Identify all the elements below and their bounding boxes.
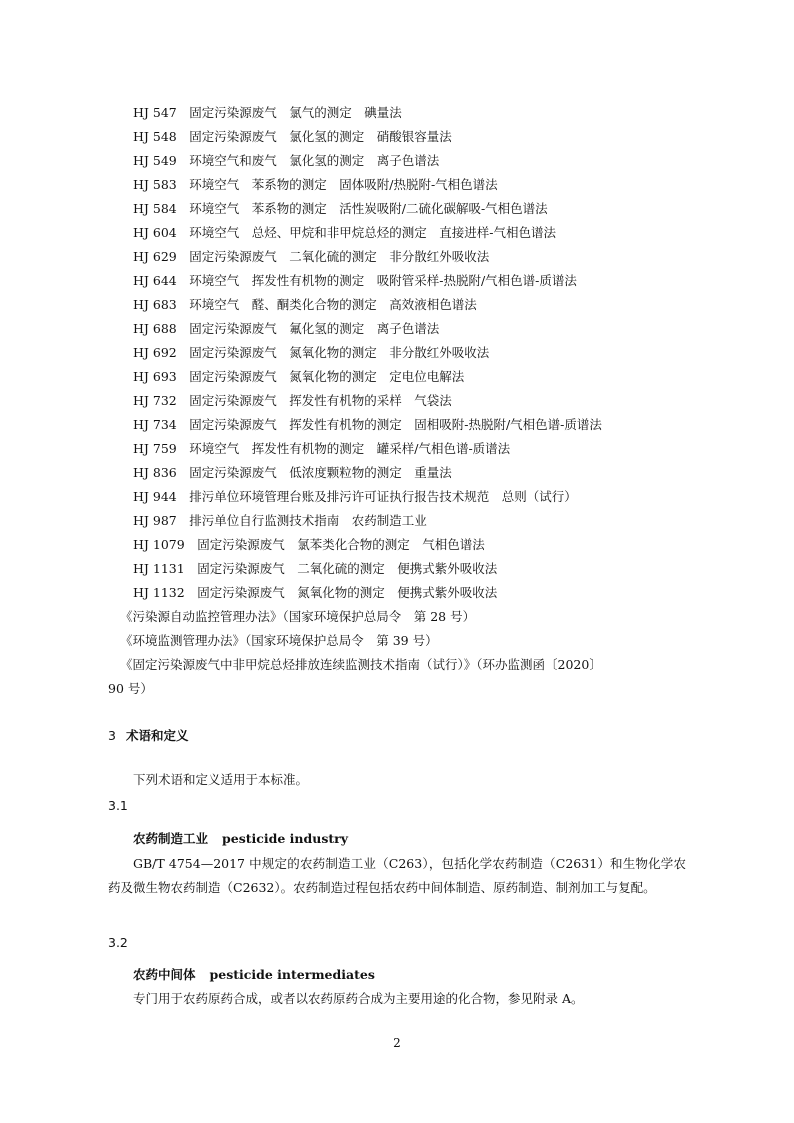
reference-line: HJ 734 固定污染源废气 挥发性有机物的测定 固相吸附-热脱附/气相色谱-质谱法 — [133, 417, 602, 432]
reference-line: HJ 1132 固定污染源废气 氮氧化物的测定 便携式紫外吸收法 — [133, 585, 498, 600]
reference-line: HJ 693 固定污染源废气 氮氧化物的测定 定电位电解法 — [133, 369, 465, 384]
section-heading — [108, 726, 189, 744]
reference-line: HJ 987 排污单位自行监测技术指南 农药制造工业 — [133, 513, 427, 528]
document-reference-continuation: 90 号） — [108, 681, 153, 696]
reference-line: HJ 944 排污单位环境管理台账及排污许可证执行报告技术规范 总则（试行） — [133, 489, 577, 504]
reference-line: HJ 604 环境空气 总烃、甲烷和非甲烷总烃的测定 直接进样-气相色谱法 — [133, 225, 556, 240]
document-reference: 《固定污染源废气中非甲烷总烃排放连续监测技术指南（试行）》（环办监测函〔2020〕 — [120, 657, 602, 672]
term-chinese: 农药制造工业 — [133, 831, 209, 846]
term-definition: 专门用于农药原药合成，或者以农药原药合成为主要用途的化合物，参见附录 A。 — [133, 991, 584, 1006]
term-english: pesticide industry — [222, 831, 348, 846]
term-english: pesticide intermediates — [209, 967, 375, 982]
reference-line: HJ 584 环境空气 苯系物的测定 活性炭吸附/二硫化碳解吸-气相色谱法 — [133, 201, 548, 216]
reference-line: HJ 548 固定污染源废气 氯化氢的测定 硝酸银容量法 — [133, 129, 452, 144]
reference-line: HJ 759 环境空气 挥发性有机物的测定 罐采样/气相色谱-质谱法 — [133, 441, 511, 456]
page-number: 2 — [393, 1036, 401, 1050]
reference-line: HJ 549 环境空气和废气 氯化氢的测定 离子色谱法 — [133, 153, 440, 168]
clause-number: 3.1 — [108, 798, 128, 813]
reference-line: HJ 732 固定污染源废气 挥发性有机物的采样 气袋法 — [133, 393, 452, 408]
reference-line: HJ 836 固定污染源废气 低浓度颗粒物的测定 重量法 — [133, 465, 452, 480]
reference-line: HJ 1079 固定污染源废气 氯苯类化合物的测定 气相色谱法 — [133, 537, 485, 552]
term-entry — [133, 965, 375, 983]
reference-line: HJ 692 固定污染源废气 氮氧化物的测定 非分散红外吸收法 — [133, 345, 490, 360]
reference-line: HJ 629 固定污染源废气 二氧化硫的测定 非分散红外吸收法 — [133, 249, 490, 264]
section-intro: 下列术语和定义适用于本标准。 — [133, 772, 309, 787]
document-reference: 《污染源自动监控管理办法》（国家环境保护总局令 第 28 号） — [120, 609, 476, 624]
reference-line: HJ 683 环境空气 醛、酮类化合物的测定 高效液相色谱法 — [133, 297, 477, 312]
clause-number: 3.2 — [108, 935, 128, 950]
section-number: 3 — [108, 728, 116, 743]
document-reference: 《环境监测管理办法》（国家环境保护总局令 第 39 号） — [120, 633, 438, 648]
reference-line: HJ 547 固定污染源废气 氯气的测定 碘量法 — [133, 105, 402, 120]
reference-line: HJ 644 环境空气 挥发性有机物的测定 吸附管采样-热脱附/气相色谱-质谱法 — [133, 273, 577, 288]
reference-line: HJ 688 固定污染源废气 氟化氢的测定 离子色谱法 — [133, 321, 440, 336]
term-chinese: 农药中间体 — [133, 967, 196, 982]
section-title: 术语和定义 — [126, 728, 189, 743]
term-entry — [133, 829, 348, 847]
term-definition: GB/T 4754—2017 中规定的农药制造工业（C263），包括化学农药制造（C2631）和生物化学农药及微生物农药制造（C2632）。农药制造过程包括农药中间体制造、原药制造、制剂加工与复配。 — [108, 856, 686, 895]
reference-line: HJ 1131 固定污染源废气 二氧化硫的测定 便携式紫外吸收法 — [133, 561, 498, 576]
reference-line: HJ 583 环境空气 苯系物的测定 固体吸附/热脱附-气相色谱法 — [133, 177, 498, 192]
